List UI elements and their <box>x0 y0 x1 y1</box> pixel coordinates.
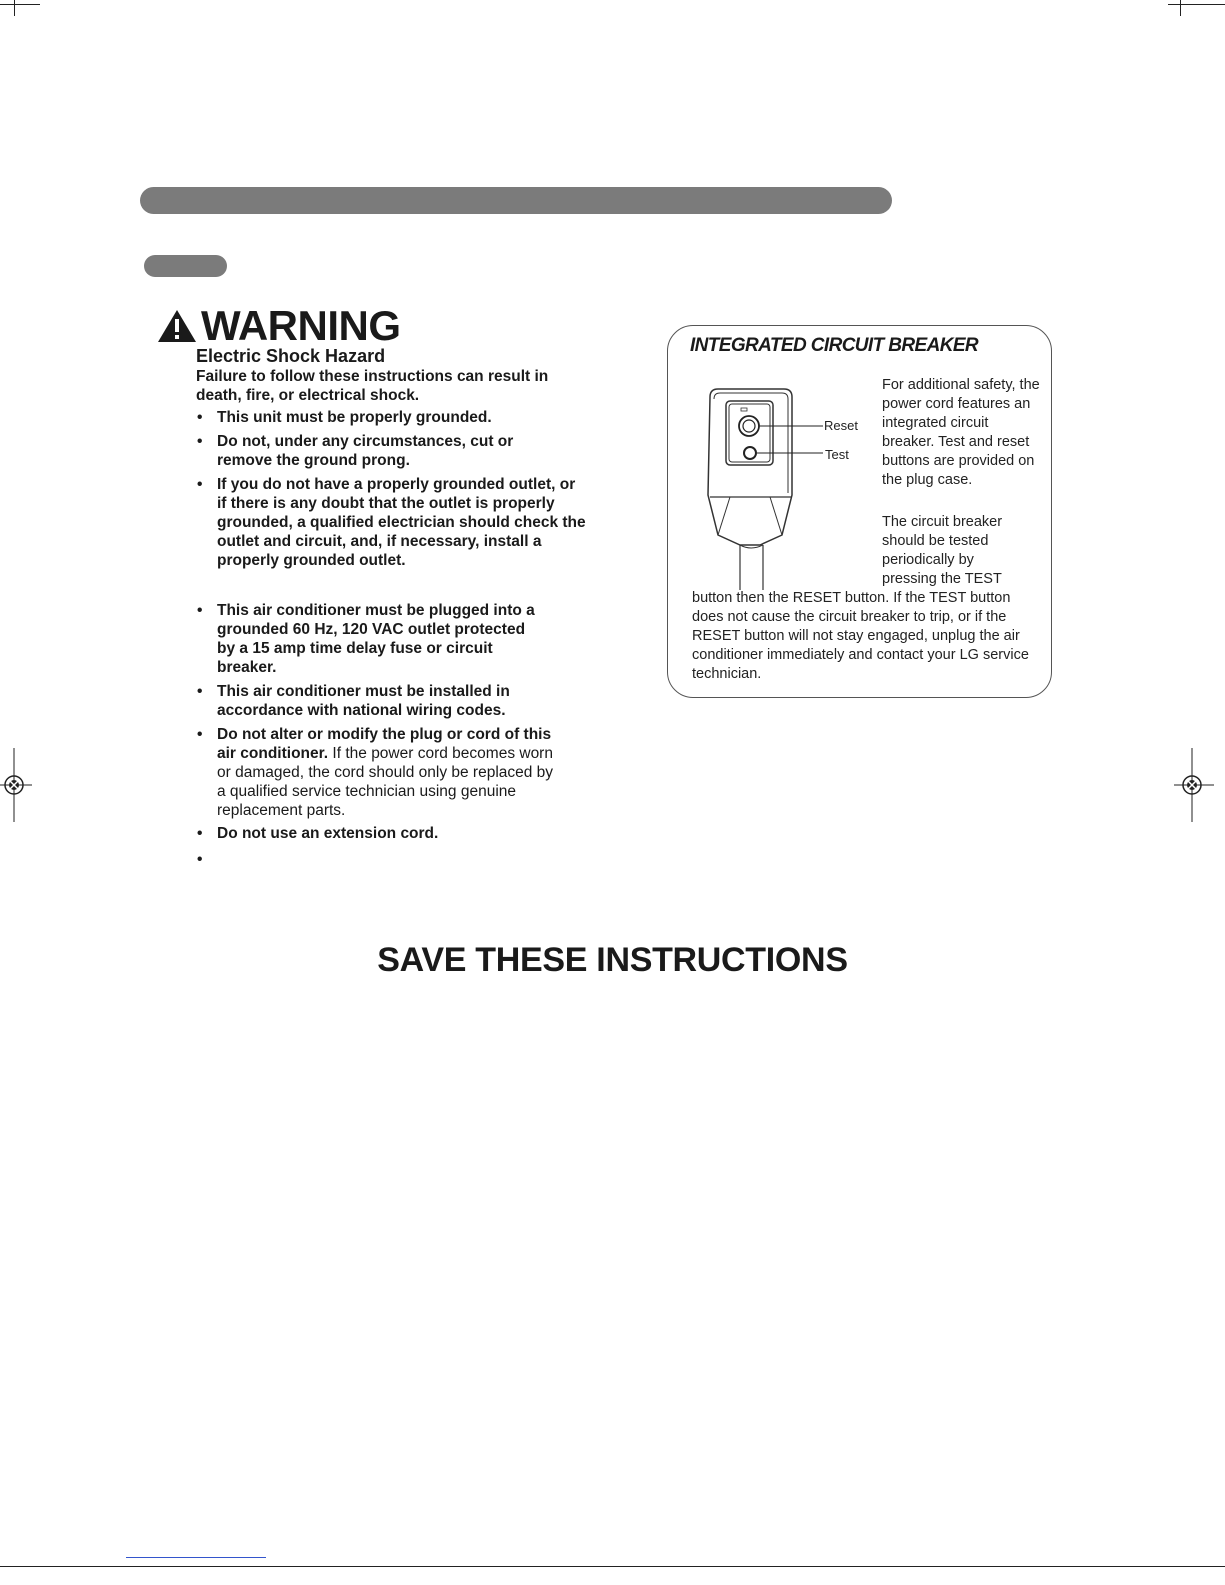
list-item <box>197 824 597 843</box>
crop-mark <box>1180 0 1181 16</box>
subsection-pill <box>144 255 227 277</box>
bullet: • <box>197 683 203 700</box>
list-item <box>197 408 597 427</box>
crop-mark <box>0 1566 1225 1567</box>
list-item <box>197 475 587 570</box>
bullet: • <box>197 825 203 842</box>
item-bold-text: If you do not have a properly grounded outlet, or if there is any doubt that the outlet is properly grounded, a qualified electrician should check the outlet and circuit, and, if necessary, install a properly grounded outlet. <box>217 476 586 569</box>
item-bold-text: Do not alter or modify the plug or cord of this air conditioner. <box>217 726 552 762</box>
save-instructions-heading: SAVE THESE INSTRUCTIONS <box>377 941 848 979</box>
warning-triangle-icon <box>157 309 197 343</box>
bullet: • <box>197 602 203 619</box>
bullet: • <box>197 476 203 493</box>
reset-label: Reset <box>824 418 858 433</box>
bullet: • <box>197 433 203 450</box>
item-bold-text: This air conditioner must be plugged into a grounded 60 Hz, 120 VAC outlet protected by a 15 amp time delay fuse or circuit breaker. <box>217 602 535 676</box>
list-item <box>197 682 557 720</box>
footer-rule <box>126 1557 266 1558</box>
crop-mark <box>0 4 40 5</box>
bullet: • <box>197 726 203 743</box>
hazard-intro: Failure to follow these instructions can result in death, fire, or electrical shock. <box>196 368 549 404</box>
section-header-bar <box>140 187 892 214</box>
registration-mark-left <box>0 748 32 822</box>
item-normal-text: If the power cord becomes worn or damaged, the cord should only be replaced by a qualified service technician using genuine replacement parts. <box>217 745 554 819</box>
plug-diagram <box>700 385 880 590</box>
list-item <box>197 601 547 677</box>
hazard-subtitle: Electric Shock Hazard <box>196 346 386 366</box>
crop-mark <box>1168 4 1225 5</box>
crop-mark <box>14 0 15 16</box>
bullet: • <box>197 409 203 426</box>
breaker-paragraph-2-top: The circuit breaker should be tested periodically by pressing the TEST <box>882 514 1003 587</box>
warning-heading <box>157 302 401 350</box>
item-bold-text: Do not use an extension cord. <box>217 825 439 842</box>
list-item <box>197 432 557 470</box>
bullet: • <box>197 851 203 868</box>
registration-mark-right <box>1174 748 1214 822</box>
warning-title: WARNING <box>201 302 401 349</box>
test-label: Test <box>825 447 849 462</box>
item-bold-text: This air conditioner must be installed in accordance with national wiring codes. <box>217 683 510 719</box>
item-bold-text: Do not, under any circumstances, cut or remove the ground prong. <box>217 433 514 469</box>
item-bold-text: This unit must be properly grounded. <box>217 409 492 426</box>
breaker-paragraph-2-bottom: button then the RESET button. If the TEST button does not cause the circuit breaker to trip, or if the RESET button will not stay engaged, unplug the air conditioner immediately and contact your LG service technician. <box>692 590 1029 682</box>
circuit-breaker-title: INTEGRATED CIRCUIT BREAKER <box>690 335 979 356</box>
breaker-paragraph-1: For additional safety, the power cord features an integrated circuit breaker. Test and reset buttons are provided on the plug case. <box>882 377 1040 488</box>
list-item <box>197 725 562 820</box>
